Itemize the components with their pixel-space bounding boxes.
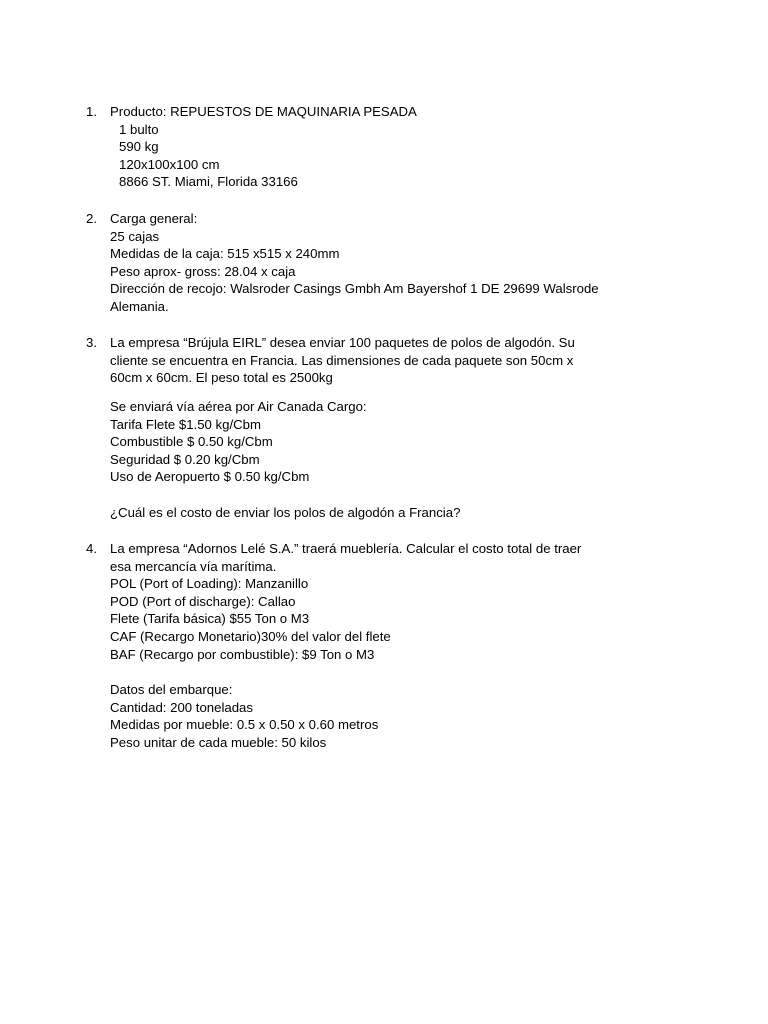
item-body — [110, 103, 680, 191]
item-line: La empresa “Brújula EIRL” desea enviar 100 paquetes de polos de algodón. Su — [110, 335, 575, 350]
item-line: Se enviará vía aérea por Air Canada Cargo: — [110, 399, 367, 414]
item-line: CAF (Recargo Monetario)30% del valor del flete — [110, 628, 391, 644]
item-line: esa mercancía vía marítima. — [110, 558, 277, 574]
item-line: Medidas de la caja: 515 x515 x 240mm — [110, 246, 340, 262]
item-number: 4. — [86, 541, 97, 556]
item-line: Datos del embarque: — [110, 682, 233, 697]
item-number: 2. — [86, 211, 97, 226]
item-line: Seguridad $ 0.20 kg/Cbm — [110, 451, 260, 467]
item-line: 8866 ST. Miami, Florida 33166 — [119, 174, 298, 190]
item-line: 1 bulto — [119, 121, 159, 137]
item-shipment-block — [110, 681, 680, 751]
item-question — [110, 504, 680, 522]
item-line: Peso aprox- gross: 28.04 x caja — [110, 263, 296, 279]
item-body — [110, 540, 680, 663]
item-rates-block — [110, 398, 680, 486]
item-line: Tarifa Flete $1.50 kg/Cbm — [110, 416, 261, 432]
item-line: POD (Port of discharge): Callao — [110, 593, 296, 609]
item-line: 120x100x100 cm — [119, 156, 220, 172]
item-number: 1. — [86, 104, 97, 119]
item-line: Cantidad: 200 toneladas — [110, 699, 253, 715]
item-line: Dirección de recojo: Walsroder Casings Gmbh Am Bayershof 1 DE 29699 Walsrode — [110, 281, 599, 297]
item-line: Uso de Aeropuerto $ 0.50 kg/Cbm — [110, 469, 310, 485]
item-body — [110, 334, 680, 387]
item-line: BAF (Recargo por combustible): $9 Ton o M3 — [110, 646, 375, 662]
item-line: Producto: REPUESTOS DE MAQUINARIA PESADA — [110, 104, 417, 119]
item-line: Medidas por mueble: 0.5 x 0.50 x 0.60 metros — [110, 717, 379, 733]
item-line: Carga general: — [110, 211, 198, 226]
item-line: cliente se encuentra en Francia. Las dimensiones de cada paquete son 50cm x — [110, 352, 574, 368]
item-line: 590 kg — [119, 139, 159, 155]
question-line: ¿Cuál es el costo de enviar los polos de algodón a Francia? — [110, 505, 461, 520]
item-number: 3. — [86, 335, 97, 350]
item-line: Flete (Tarifa básica) $55 Ton o M3 — [110, 611, 310, 627]
item-line: Combustible $ 0.50 kg/Cbm — [110, 434, 273, 450]
item-line: POL (Port of Loading): Manzanillo — [110, 576, 309, 592]
item-line: 25 cajas — [110, 228, 160, 244]
item-line: Alemania. — [110, 298, 169, 314]
item-line: Peso unitar de cada mueble: 50 kilos — [110, 734, 327, 750]
item-line: 60cm x 60cm. El peso total es 2500kg — [110, 370, 333, 386]
item-body — [110, 210, 680, 316]
item-line: La empresa “Adornos Lelé S.A.” traerá mueblería. Calcular el costo total de traer — [110, 541, 582, 556]
